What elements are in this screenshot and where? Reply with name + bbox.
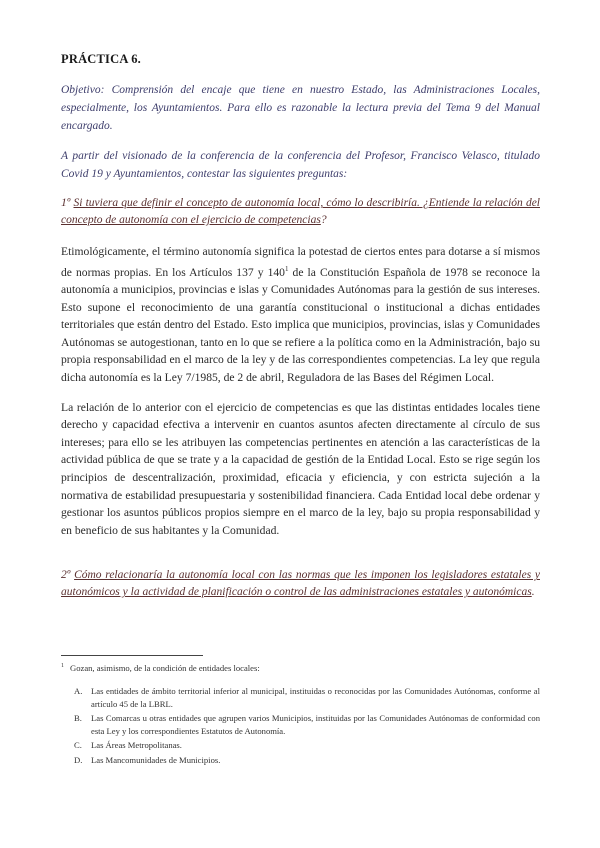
list-item-text: Las entidades de ámbito territorial inferior al municipal, instituidas o reconocidas por las Comunidades Autónomas, conforme al artículo 45 de la LBRL. — [91, 686, 540, 709]
footnote — [61, 660, 540, 768]
question-1-end: ? — [320, 214, 327, 226]
blank-space — [61, 551, 540, 567]
question-1-text: Si tuviera que definir el concepto de autonomía local, cómo lo describiría. ¿Entiende la relación del concepto de autonomía con el ejercicio de competencias — [61, 197, 540, 226]
question-2-end: . — [531, 586, 535, 599]
footnote-text: Gozan, asimismo, de la condición de entidades locales: — [70, 662, 260, 673]
question-1 — [61, 195, 540, 229]
list-marker: B. — [74, 713, 82, 724]
page-title: PRÁCTICA 6. — [61, 52, 141, 66]
footnote-mark: 1 — [61, 663, 64, 669]
question-1-number: 1º — [61, 197, 71, 209]
answer-paragraph-1-before: Etimológicamente, el término autonomía significa la potestad de ciertos entes para dotarse a sí mismos de normas propias. En los Artículos 137 y 140 — [61, 245, 540, 279]
question-2 — [61, 567, 540, 601]
intro-paragraph: A partir del visionado de la conferencia de la conferencia del Profesor, Francisco Velasco, titulado Covid 19 y Ayuntamientos, contestar las siguientes preguntas: — [61, 150, 540, 180]
list-item-text: Las Mancomunidades de Municipios. — [91, 754, 221, 765]
list-item-text: Las Comarcas u otras entidades que agrupen varios Municipios, instituidas por las Comunidades Autónomas de conformidad con esta Ley y los correspondientes Estatutos de Autonomía. — [91, 713, 540, 736]
objective-paragraph: Objetivo: Comprensión del encaje que tiene en nuestro Estado, las Administraciones Locales, especialmente, los Ayuntamientos. Para ello es razonable la lectura previa del Tema 9 del Manual encargado. — [61, 84, 540, 132]
list-marker: A. — [74, 686, 83, 697]
list-item — [61, 685, 540, 710]
footnote-divider — [61, 655, 203, 656]
list-marker: D. — [74, 754, 83, 765]
question-2-number: 2º — [61, 569, 71, 582]
answer-paragraph-1 — [61, 243, 540, 387]
list-marker: C. — [74, 740, 82, 751]
footnote-heading — [61, 660, 540, 674]
list-item-text: Las Áreas Metropolitanas. — [91, 740, 182, 751]
list-item — [61, 739, 540, 752]
list-item — [61, 754, 540, 767]
footnote-list — [61, 685, 540, 766]
list-item — [61, 712, 540, 737]
answer-paragraph-2: La relación de lo anterior con el ejercicio de competencias es que las distintas entidades locales tiene derecho y capacidad efectiva a intervenir en cuantos asuntos afecten directamente al círculo de sus intereses; para ello se les atribuyen las competencias pertinentes en atención a las características de la actividad pública de que se trate y a la capacidad de gestión de la Entidad Local. Esto se rige según los principios de descentralización, proximidad, eficacia y eficiencia, y con estricta sujeción a la normativa de estabilidad presupuestaria y sostenibilidad financiera. Cada Entidad local debe ordenar y gestionar los asuntos públicos propios siempre en el marco de la ley, bajo su propia responsabilidad y en beneficio de sus habitantes y la Comunidad. — [61, 400, 540, 537]
footnote-reference[interactable]: 1 — [284, 264, 289, 273]
question-2-text: Cómo relacionaría la autonomía local con las normas que les imponen los legisladores estatales y autonómicos y la actividad de planificación o control de las administraciones estatales y autonómicas — [61, 569, 540, 599]
answer-paragraph-1-after: de la Constitución Española de 1978 se reconoce la autonomía a municipios, provincias e islas y Comunidades Autónomas para la gestión de sus intereses. Esto supone el reconocimiento de una garantía constitucional o institucional a dichas entidades territoriales que están dentro del Estado. Esto implica que municipios, provincias, islas y Comunidades Autónomas se autogestionan, tanto en lo que se refiere a la política como en la Administración, bajo su propia responsabilidad en el marco de la ley y de las correspondientes competencias. La ley que regula dicha autonomía es la Ley 7/1985, de 2 de abril, Reguladora de las Bases del Régimen Local. — [61, 265, 540, 385]
document-page — [61, 52, 540, 615]
